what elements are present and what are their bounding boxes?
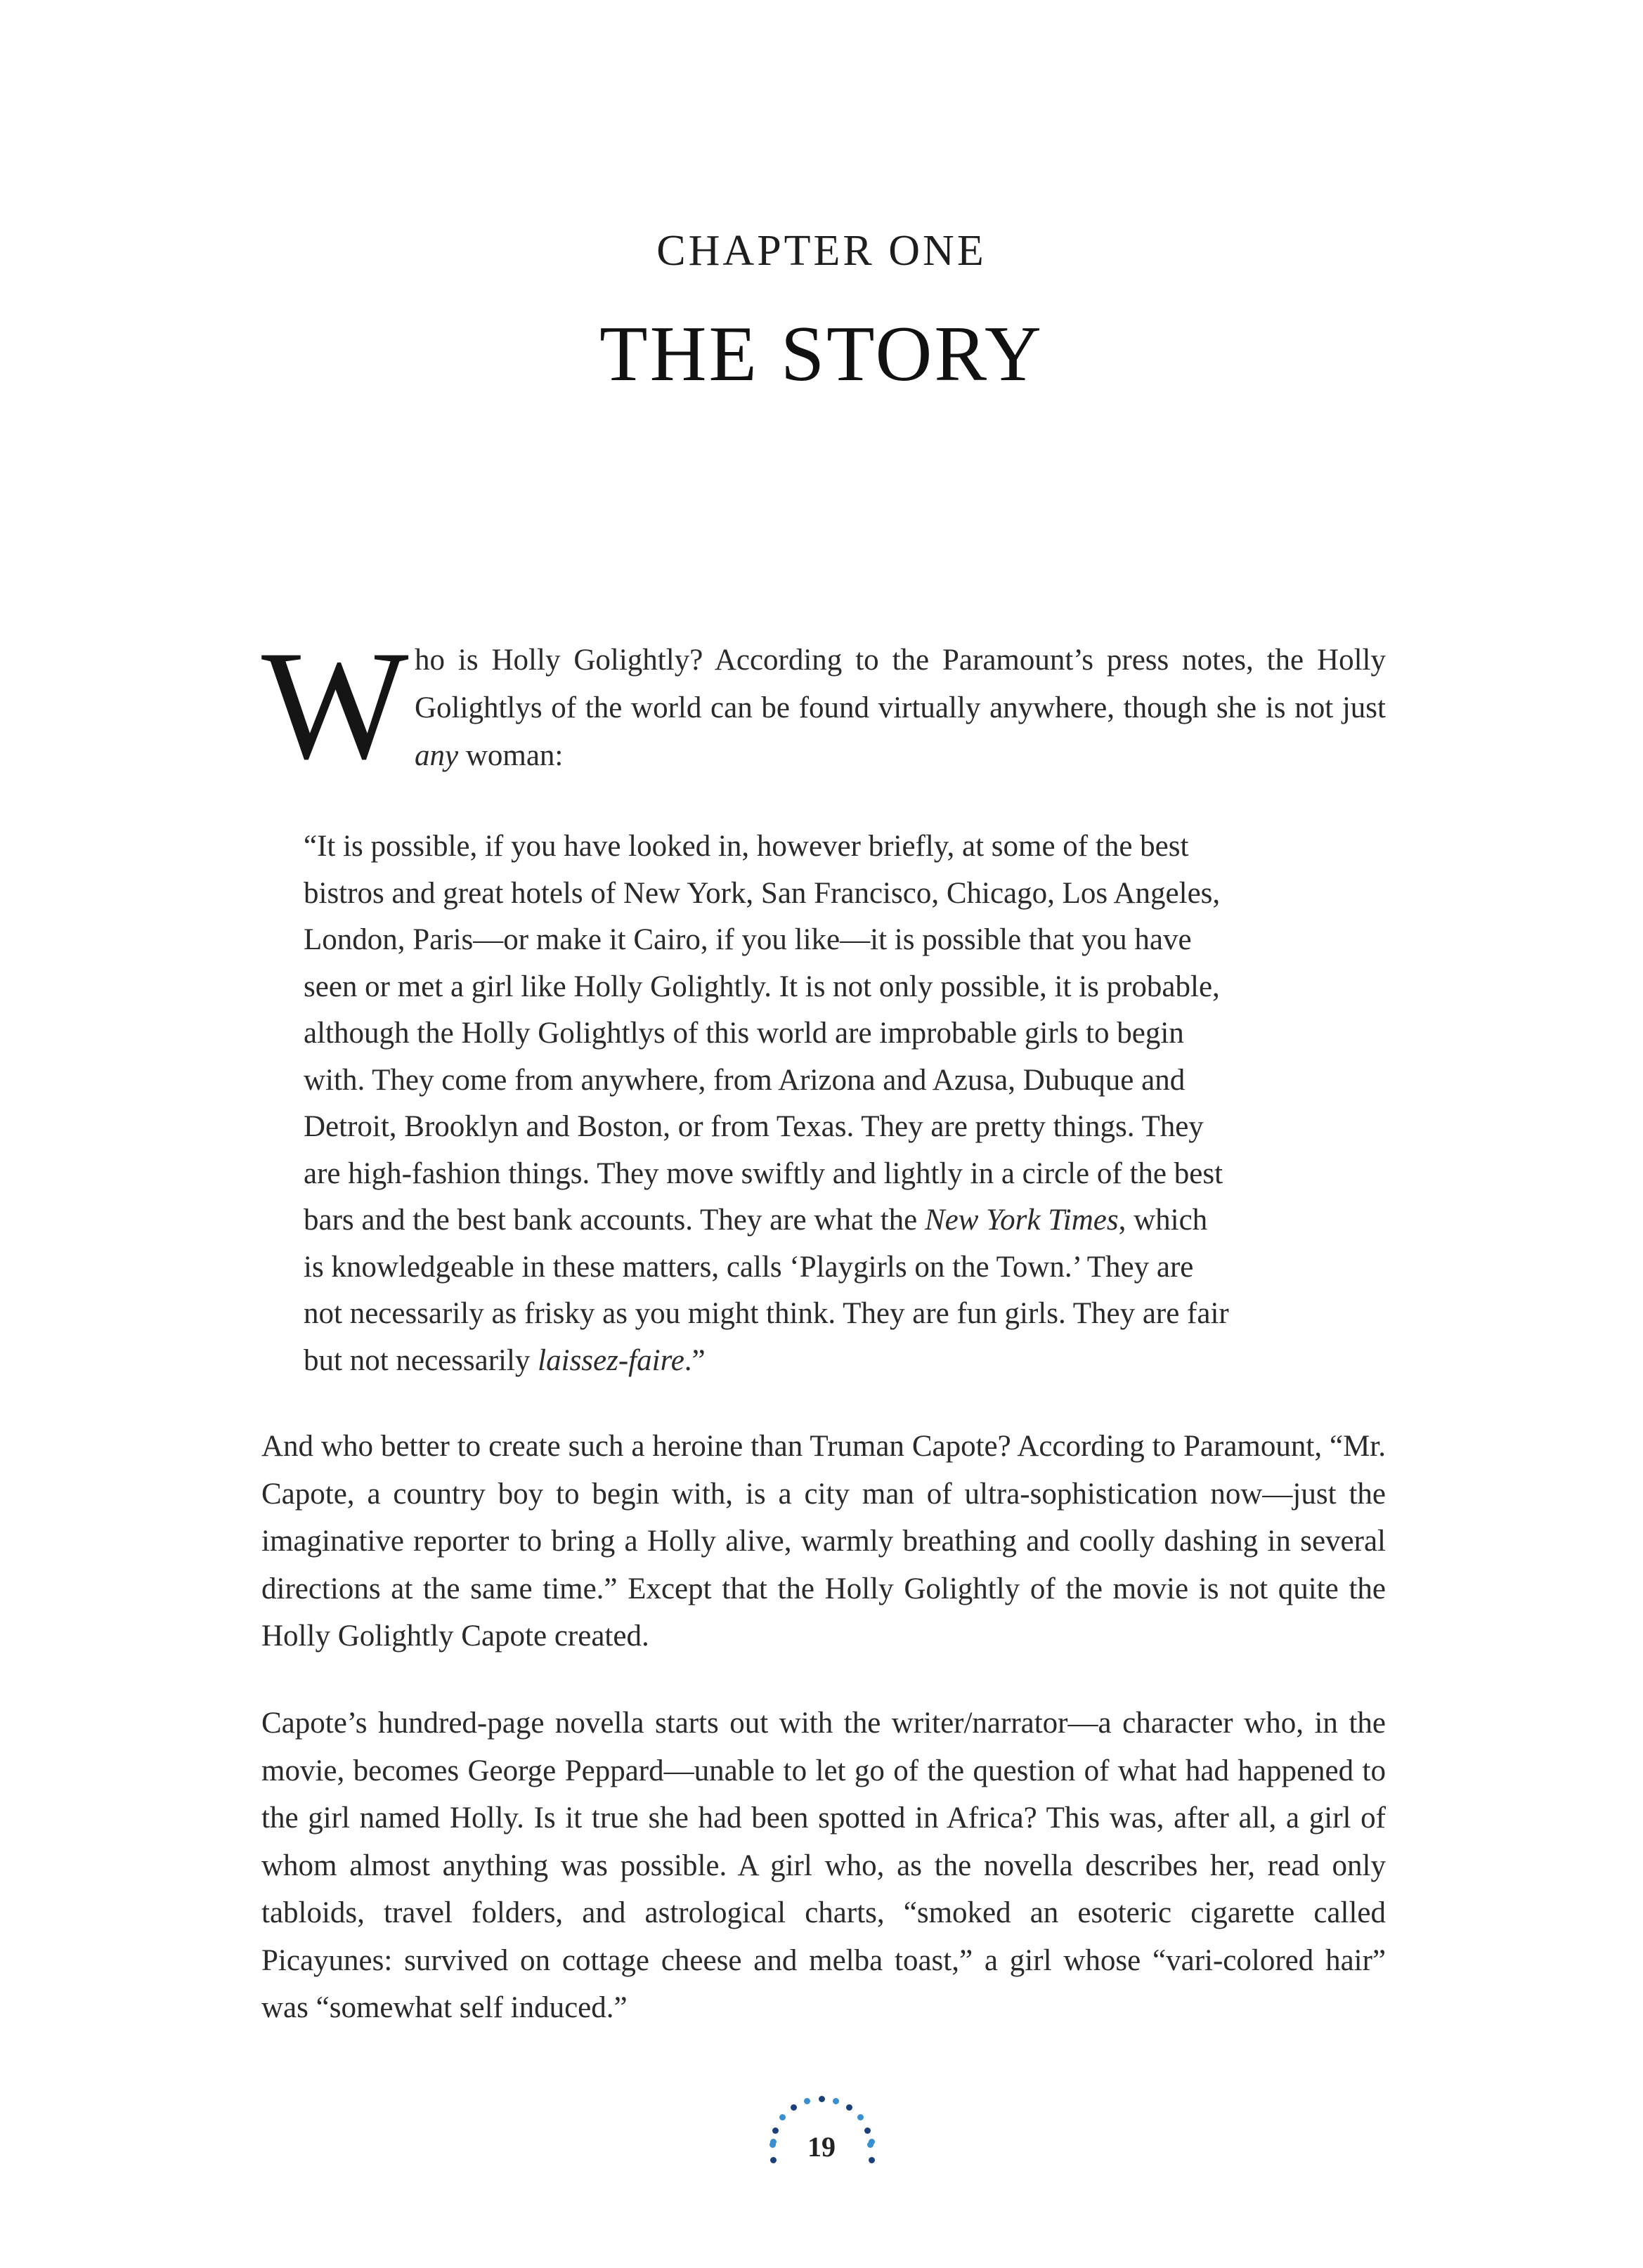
quote-line-part: bars and the best bank accounts. They are what the — [304, 1204, 925, 1237]
quote-italic: laissez-faire — [538, 1343, 684, 1377]
quote-line: Detroit, Brooklyn and Boston, or from Texas. They are pretty things. They — [304, 1110, 1204, 1143]
chapter-title: THE STORY — [599, 311, 1044, 398]
body-paragraph: And who better to create such a heroine than Truman Capote? According to Paramount, “Mr. Capote, a country boy to begin with, is a city man of ultra-sophistication now—just the imaginative reporter to bring a Holly alive, warmly breathing and coolly dashing in several directions at the same time.” Except that the Holly Golightly of the movie is not quite the Holly Golightly Capote created. — [261, 1430, 1386, 1653]
newspaper-title: New York Times — [924, 1204, 1119, 1237]
ornament-dot — [846, 2104, 852, 2111]
quote-line — [304, 1197, 1344, 1244]
ornament-dot — [779, 2114, 786, 2120]
quote-line: London, Paris—or make it Cairo, if you like—it is possible that you have — [304, 923, 1192, 956]
quote-line-part: , which — [1118, 1204, 1208, 1237]
quote-line-part: but not necessarily — [304, 1343, 538, 1377]
intro-paragraph — [261, 619, 1386, 792]
ornament-dot — [857, 2114, 864, 2120]
chapter-label: CHAPTER ONE — [656, 227, 987, 275]
quote-line: with. They come from anywhere, from Arizona and Azusa, Dubuque and — [304, 1063, 1186, 1097]
quote-line-part: .” — [684, 1343, 706, 1377]
quote-line: “It is possible, if you have looked in, however briefly, at some of the best — [304, 830, 1189, 863]
quote-line: bistros and great hotels of New York, San Francisco, Chicago, Los Angeles, — [304, 876, 1221, 910]
quote-line: are high-fashion things. They move swiftly and lightly in a circle of the best — [304, 1156, 1223, 1190]
intro-text — [415, 637, 1386, 780]
ornament-dot — [819, 2096, 825, 2102]
ornament-dot — [833, 2098, 839, 2104]
body-paragraph: Capote’s hundred-page novella starts out with the writer/narrator—a character who, in the movie, becomes George Peppard—unable to let go of the question of what had happened to the girl named Holly. Is it true she had been spotted in Africa? This was, after all, a girl of whom almost anything was possible. A girl who, as the novella describes her, read only tabloids, travel folders, and astrological charts, “smoked an esoteric cigarette called Picayunes: survived on cottage cheese and melba toast,” a girl whose “vari-colored hair” was “somewhat self induced.” — [261, 1707, 1386, 2024]
block-quote — [304, 823, 1344, 1384]
quote-line: not necessarily as frisky as you might think. They are fun girls. They are fair — [304, 1297, 1229, 1330]
ornament-dot — [804, 2098, 810, 2104]
ornament-dot — [791, 2104, 797, 2111]
intro-text-part: woman: — [458, 739, 564, 772]
quote-line: although the Holly Golightlys of this world are improbable girls to begin — [304, 1017, 1184, 1050]
quote-line — [304, 1338, 1344, 1385]
drop-cap: W — [261, 619, 409, 792]
intro-italic: any — [415, 739, 459, 772]
quote-line: seen or met a girl like Holly Golightly. It is not only possible, it is probable, — [304, 970, 1220, 1003]
quote-line: is knowledgeable in these matters, calls ‘Playgirls on the Town.’ They are — [304, 1250, 1194, 1284]
page-number: 19 — [807, 2131, 836, 2163]
intro-text-part: ho is Holly Golightly? According to the Paramount’s press notes, the Holly Golightlys of the world can be found virtually anywhere, though she is not just — [415, 644, 1386, 724]
